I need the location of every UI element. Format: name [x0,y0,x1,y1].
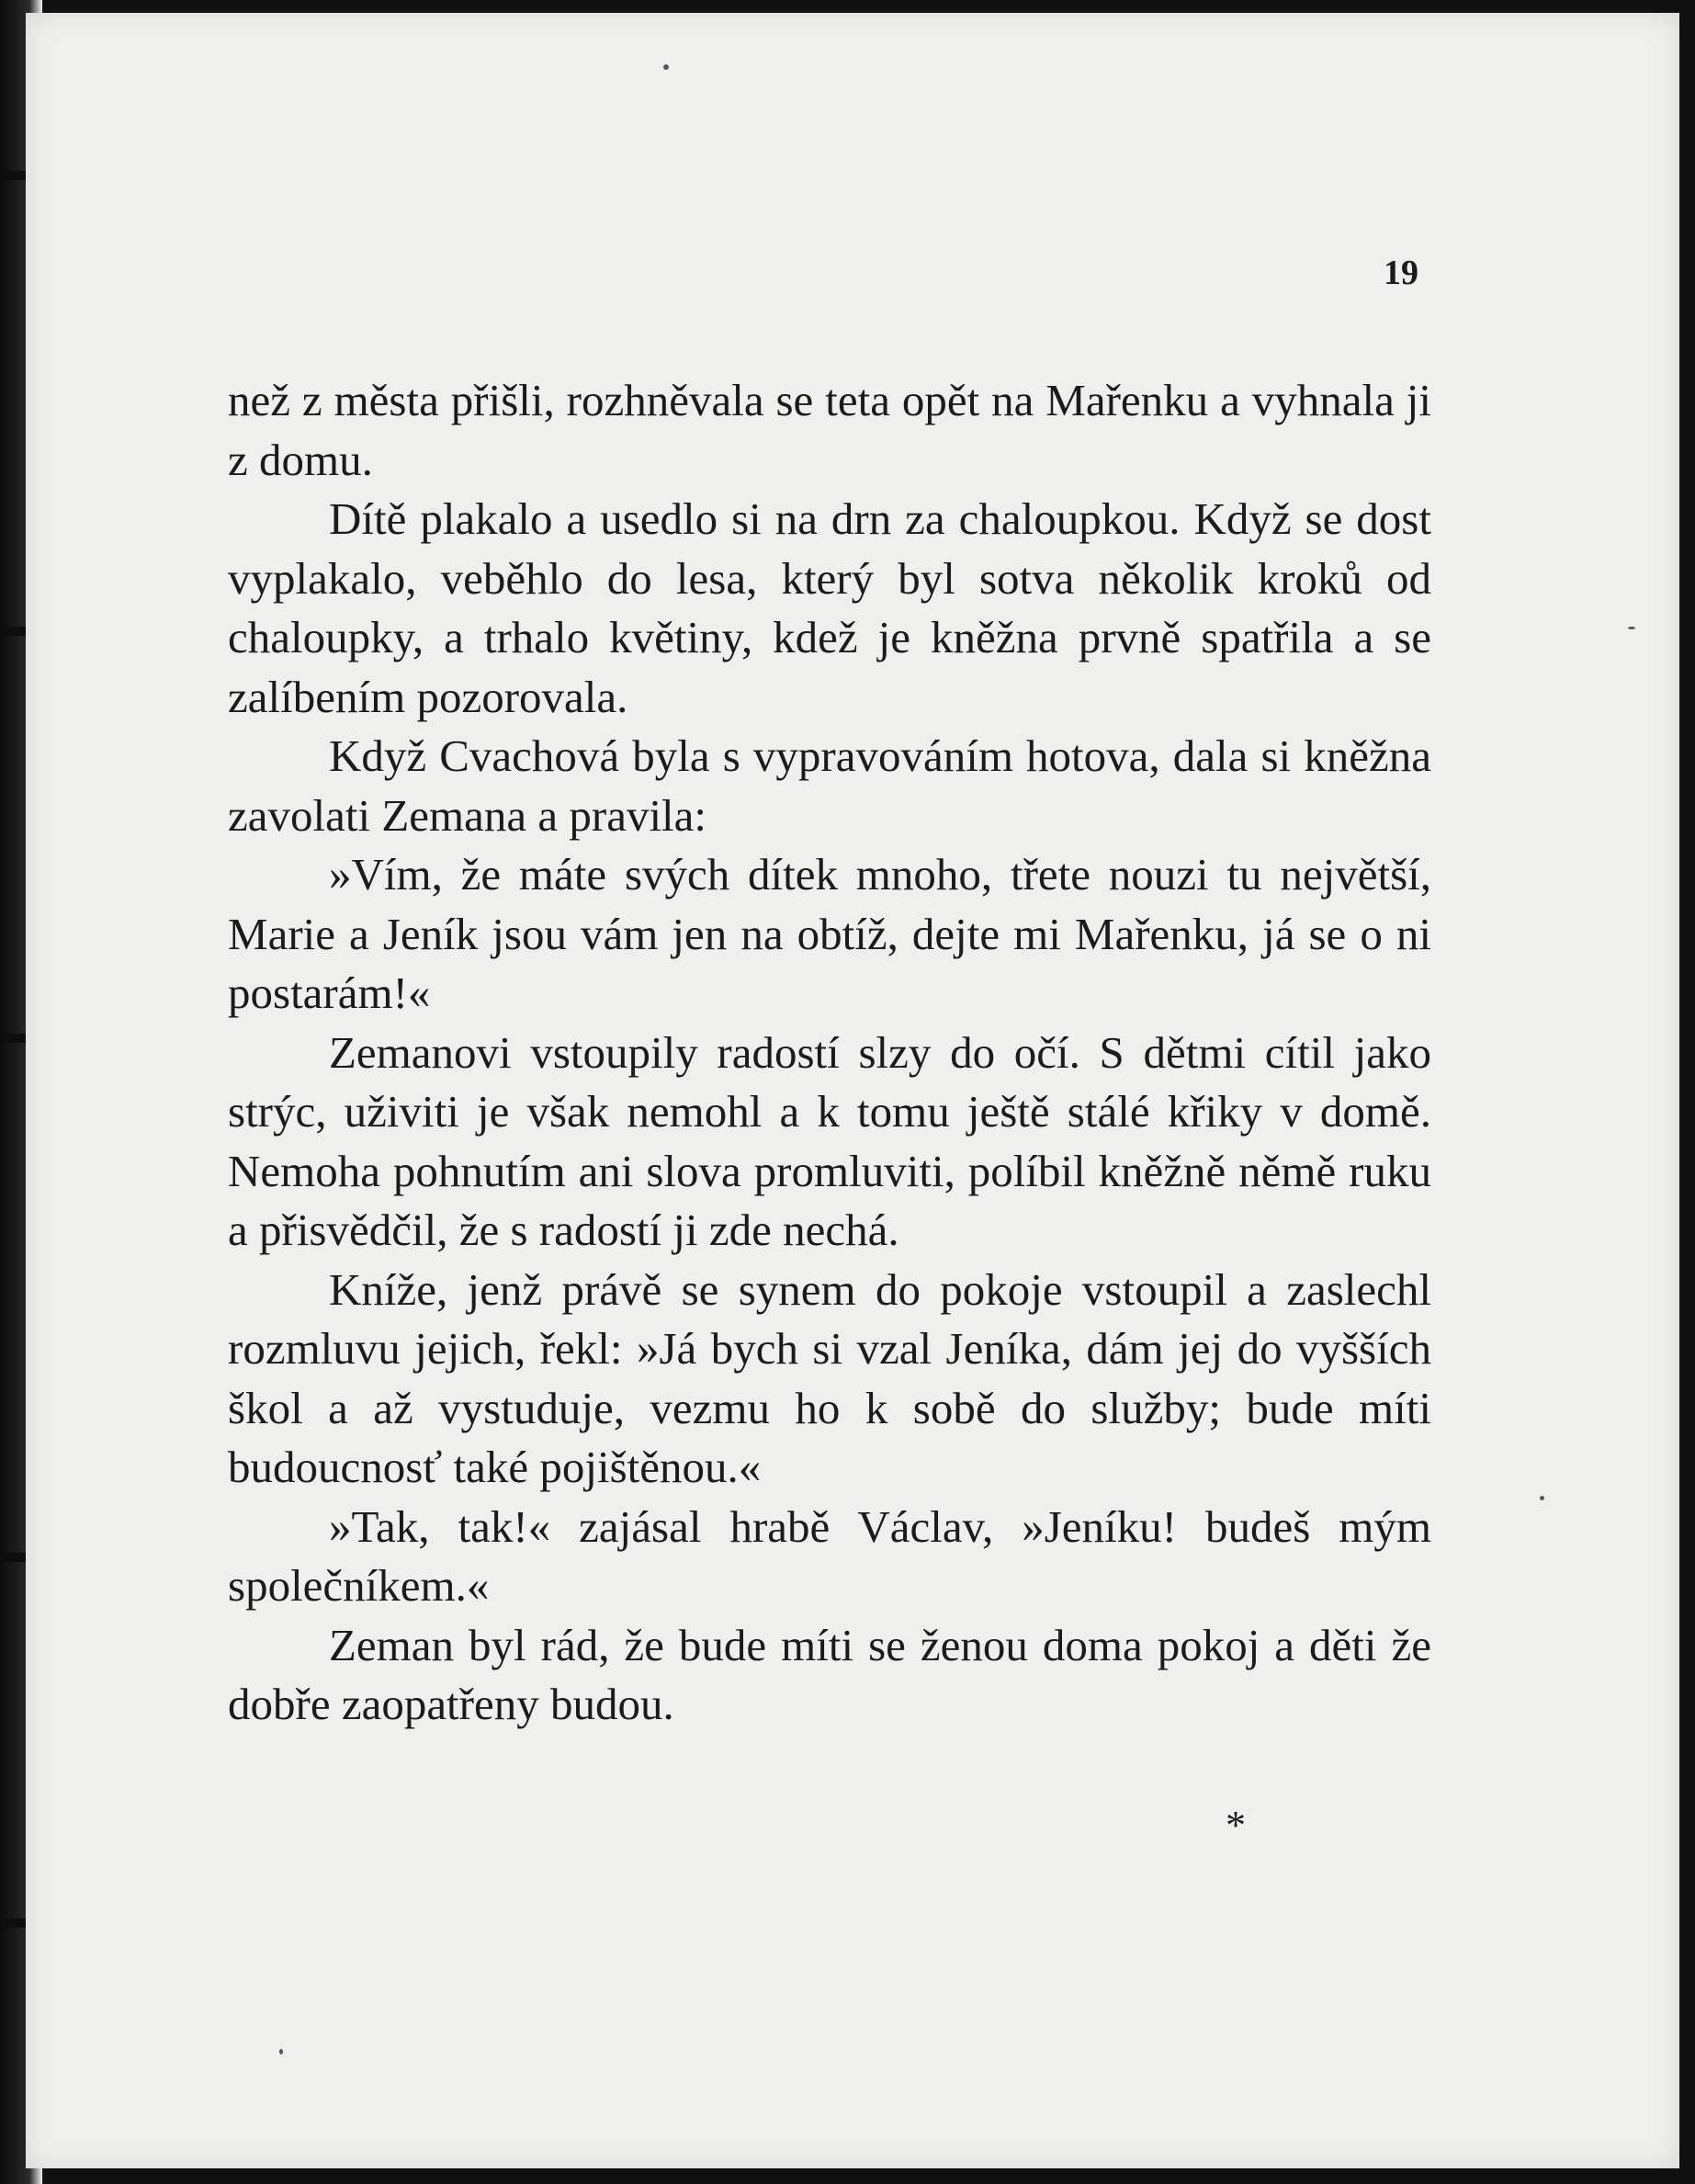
paragraph: Zeman byl rád, že bude míti se ženou doma pokoj a děti že dobře zaopatřeny budou. [228,1619,1431,1729]
paragraph: »Tak, tak!« zajásal hrabě Václav, »Jeníku! budeš mým společníkem.« [228,1500,1431,1611]
paragraph: Dítě plakalo a usedlo si na drn za chaloupkou. Když se dost vyplakalo, veběhlo do lesa, který byl sotva několik kroků od chaloupky, a trhalo květiny, kdež je kněžna prvně spatřila a se zalíbením pozorovala. [228,493,1431,722]
page-number: 19 [1384,254,1418,292]
paragraph: Zemanovi vstoupily radostí slzy do očí. S dětmi cítil jako strýc, uživiti je však nemohl a k tomu ještě stálé křiky v domě. Nemoha pohnutím ani slova promluviti, políbil kněžně němě ruku a přisvědčil, že s radostí ji zde nechá. [228,1026,1431,1255]
paragraph: než z města přišli, rozhněvala se teta opět na Mařenku a vyhnala ji z domu. [228,375,1431,485]
paragraph: Kníže, jenž právě se synem do pokoje vstoupil a zaslechl rozmluvu jejich, řekl: »Já bych si vzal Jeníka, dám jej do vyšších škol a až vystuduje, vezmu ho k sobě do služby; bude míti budoucnosť také pojištěnou.« [228,1263,1431,1492]
body-text [228,371,1431,1735]
paper-speck [1540,1496,1544,1500]
paper-speck [663,64,669,70]
paper-speck [1628,627,1635,629]
section-break-asterisk: * [1226,1803,1246,1848]
paragraph: »Vím, že máte svých dítek mnoho, třete nouzi tu největší, Marie a Jeník jsou vám jen na obtíž, dejte mi Mařenku, já se o ni postarám!« [228,849,1431,1018]
paragraph: Když Cvachová byla s vypravováním hotova, dala si kněžna zavolati Zemana a pravila: [228,730,1431,841]
paper-speck [279,2049,283,2054]
